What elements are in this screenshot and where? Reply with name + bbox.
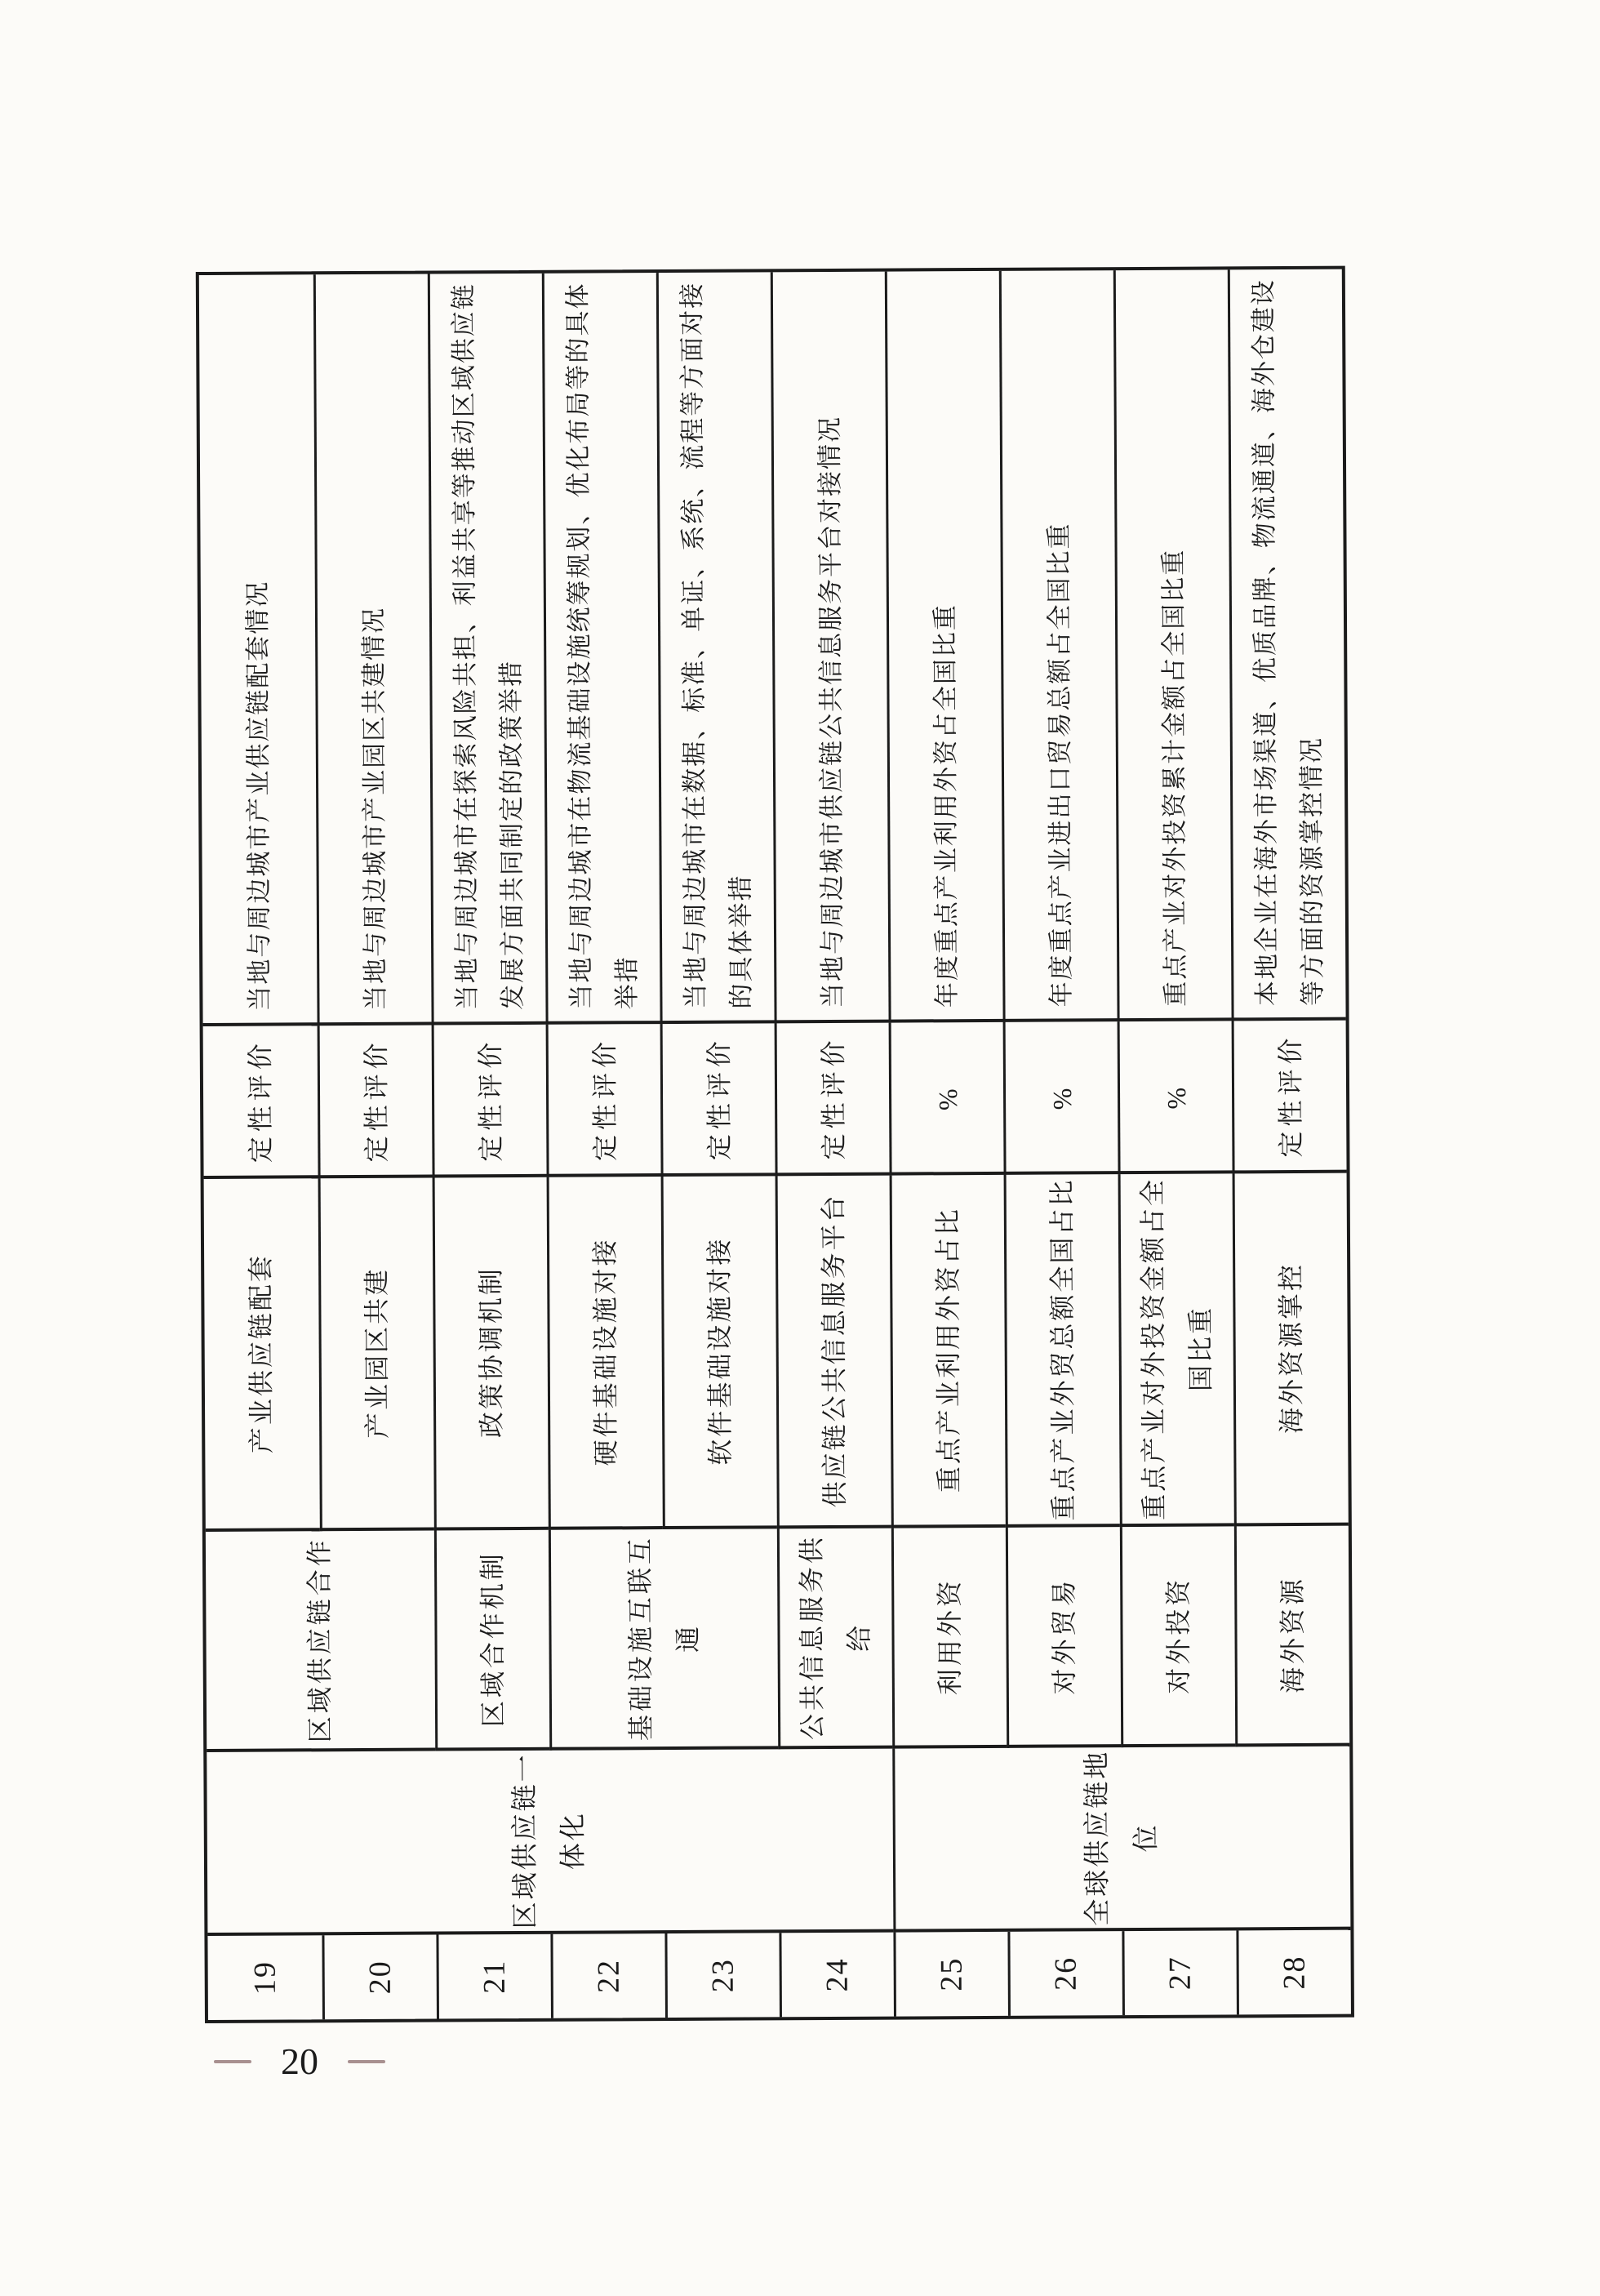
level3-indicator-cell: 产业园区共建 [318,1178,434,1532]
level2-indicator-cell: 公共信息服务供 给 [777,1528,892,1750]
level2-indicator-cell: 基础设施互联互 通 [549,1528,778,1750]
row-number-cell: 28 [1236,1930,1351,2015]
unit-cell: % [1003,1021,1118,1175]
indicator-description-cell: 当地与周边城市供应链公共信息服务平台对接情况 [771,272,889,1024]
level2-indicator-cell: 对外贸易 [1006,1527,1121,1748]
level2-indicator-cell: 区域合作机制 [434,1530,549,1751]
unit-cell: 定性评价 [546,1024,661,1177]
page-footer [214,2040,385,2082]
unit-cell: 定性评价 [775,1023,890,1177]
level3-indicator-cell: 硬件基础设施对接 [547,1177,663,1530]
row-number-cell: 27 [1122,1930,1237,2015]
indicator-description-cell: 年度重点产业利用外资占全国比重 [885,271,1003,1023]
level2-indicator-cell: 区域供应链合作 [206,1531,435,1752]
row-number-cell: 24 [779,1933,894,2018]
row-number-cell: 22 [550,1933,665,2018]
level2-indicator-cell: 利用外资 [891,1528,1007,1749]
unit-cell: 定性评价 [1232,1021,1347,1174]
row-number-cell: 23 [664,1933,780,2018]
page-number-dash [348,2060,385,2063]
level2-indicator-cell: 海外资源 [1234,1526,1349,1747]
row-number-cell: 25 [893,1932,1008,2017]
unit-cell: % [889,1022,1004,1176]
row-number-cell: 21 [436,1934,551,2019]
indicator-description-cell: 年度重点产业进出口贸易总额占全国比重 [999,270,1118,1022]
level3-indicator-cell: 软件基础设施对接 [661,1176,777,1529]
unit-cell: % [1118,1021,1233,1174]
level1-indicator-cell: 全球供应链地 位 [892,1746,1350,1933]
indicator-description-cell: 当地与周边城市在物流基础设施统筹规划、优化布局等的具体 举措 [542,273,660,1025]
indicator-description-cell: 当地与周边城市在探索风险共担、利益共享等推动区域供应链 发展方面共同制定的政策举措 [428,274,546,1026]
indicator-description-cell: 当地与周边城市产业供应链配套情况 [199,274,318,1026]
level2-indicator-cell: 对外投资 [1120,1526,1235,1747]
level3-indicator-cell: 供应链公共信息服务平台 [776,1176,891,1529]
row-number-cell: 20 [322,1935,437,2020]
level3-indicator-cell: 产业供应链配套 [204,1178,320,1532]
indicator-description-cell: 当地与周边城市在数据、标准、单证、系统、流程等方面对接 的具体举措 [656,272,775,1024]
level1-indicator-cell: 区域供应链一 体化 [207,1749,893,1936]
level3-indicator-cell: 重点产业对外投资金额占全 国比重 [1118,1173,1234,1527]
unit-cell: 定性评价 [203,1026,318,1179]
indicator-table [196,266,1354,2023]
indicator-description-cell: 本地企业在海外市场渠道、优质品牌、物流通道、海外仓建设 等方面的资源掌控情况 [1228,269,1346,1021]
unit-cell: 定性评价 [432,1025,547,1178]
unit-cell: 定性评价 [318,1026,433,1179]
page-number: 20 [281,2040,318,2082]
indicator-description-cell: 当地与周边城市产业园区共建情况 [313,274,432,1026]
page-number-dash [214,2060,251,2063]
level3-indicator-cell: 海外资源掌控 [1233,1173,1349,1527]
level3-indicator-cell: 重点产业利用外资占比 [890,1175,1006,1528]
unit-cell: 定性评价 [660,1023,776,1177]
indicator-description-cell: 重点产业对外投资累计金额占全国比重 [1113,269,1232,1021]
level3-indicator-cell: 政策协调机制 [433,1177,549,1531]
row-number-cell: 26 [1007,1931,1122,2016]
level3-indicator-cell: 重点产业外贸总额全国占比 [1004,1174,1120,1528]
row-number-cell: 19 [247,1960,282,1996]
